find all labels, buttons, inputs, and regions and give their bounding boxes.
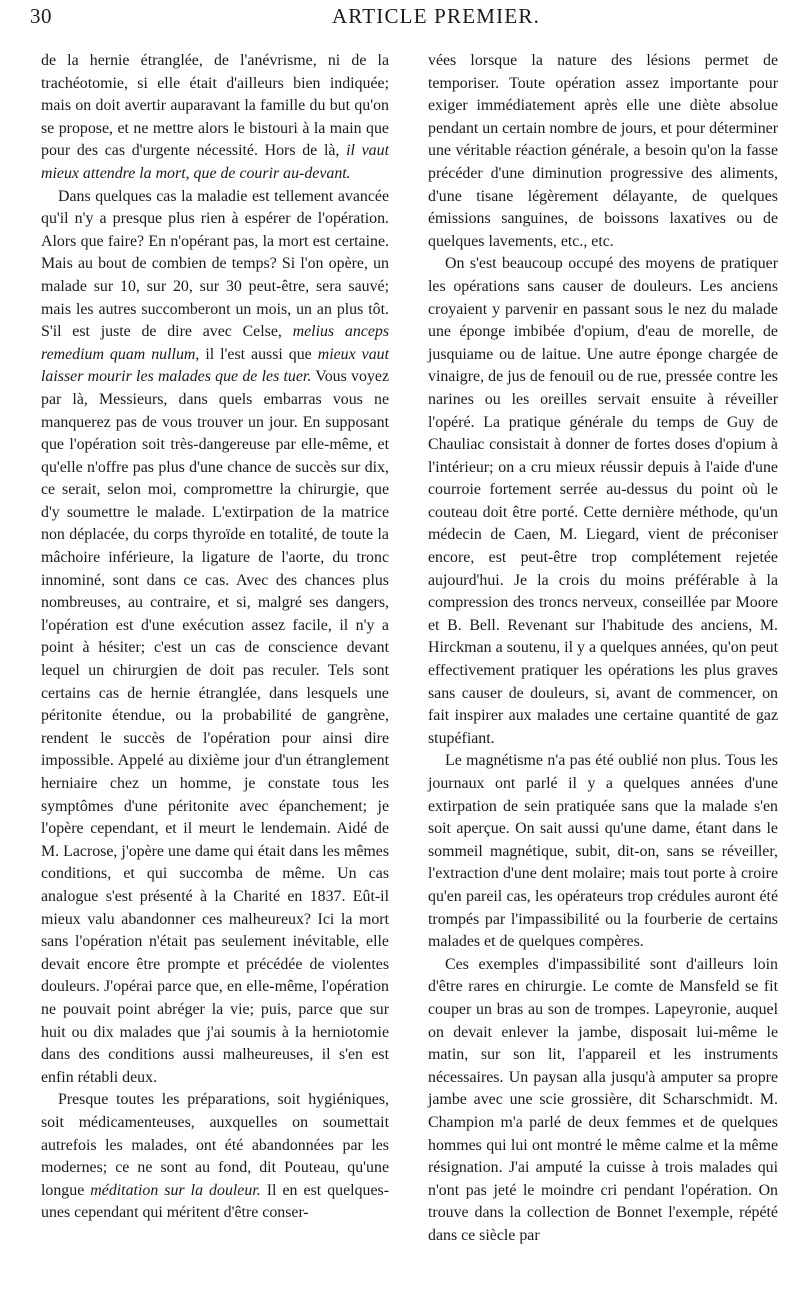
italic-phrase: il vaut mieux attendre la mort, que de courir au-devant. — [41, 142, 389, 182]
paragraph — [41, 186, 389, 1090]
paragraph — [41, 50, 389, 186]
italic-phrase: mieux vaut laisser mourir les malades que de les tuer. — [41, 345, 389, 386]
paragraph — [428, 954, 778, 1248]
text-run: Le magnétisme n'a pas été oublié non plus. Tous les journaux ont parlé il y a quelques années d'une extirpation de sein pratiquée sans que la malade s'en soit aperçue. On sait aussi qu'une dame, étant dans le sommeil magnétique, subit, dit-on, sans se réveiller, l'extraction d'une dent molaire; mais tout porte à croire qu'en pareil cas, les opérateurs trop crédules auront été trompés par l'impassibilité ou la fourberie de certains malades et de quelques compères. — [428, 752, 778, 951]
italic-phrase: méditation sur la douleur. — [90, 1181, 261, 1199]
page-header — [30, 4, 782, 34]
column-gutter — [411, 52, 412, 1302]
running-title: ARTICLE PREMIER. — [331, 4, 541, 28]
paragraph — [428, 253, 778, 750]
text-run: , il l'est aussi que — [195, 345, 318, 363]
text-run: Dans quelques cas la maladie est tellement avancée qu'il n'y a presque plus rien à espérer de l'opération. Alors que faire? En n'opérant pas, la mort est certaine. Mais au bout de combien de temps? Si l'on opère, un malade sur 10, sur 20, sur 30 peut-être, sera sauvé; mais les autres succomberont un mois, un an plus tôt. S'il est juste de dire avec Celse, — [41, 187, 389, 341]
paragraph — [428, 50, 778, 253]
text-run: vées lorsque la nature des lésions permet de temporiser. Toute opération assez importante pour exiger immédiatement après elle une diète absolue pendant un certain nombre de jours, et pour déterminer une véritable réaction générale, a besoin qu'on la fasse précéder d'une diminution progressive des aliments, d'une tisane légèrement délayante, de quelques émissions sanguines, de boissons laxatives ou de quelques lavements, etc., etc. — [428, 52, 778, 250]
text-run: Ces exemples d'impassibilité sont d'ailleurs loin d'être rares en chirurgie. Le comte de Mansfeld se fit couper un bras au son de trompes. Lapeyronie, auquel on devait enlever la jambe, disposait lui-même le matin, sur son lit, l'appareil et les instruments nécessaires. Un paysan alla jusqu'à amputer sa propre jambe avec une scie grossière, dit Scharschmidt. M. Champion m'a parlé de deux femmes et de quelques hommes qui lui ont montré le même calme et la même résignation. J'ai amputé la cuisse à trois malades qui n'ont pas jeté le moindre cri pendant l'opération. On trouve dans la collection de Bonnet l'exemple, répété dans ce siècle par — [428, 955, 778, 1244]
right-text-column — [428, 50, 778, 1247]
left-text-column — [41, 50, 389, 1225]
text-run: On s'est beaucoup occupé des moyens de pratiquer les opérations sans causer de douleurs. Les anciens croyaient y parvenir en passant sous le nez du malade une éponge imbibée d'opium, d'eau de morelle, de jusquiame ou de laitue. Une autre éponge chargée de vinaigre, de jus de fenouil ou de rue, pressée contre les narines ou les oreilles servait ensuite à réveiller l'opéré. La pratique générale du temps de Guy de Chauliac consistait à donner de fortes doses d'opium à l'intérieur; on a cru mieux réussir depuis à l'aide d'une courroie fortement serrée au-dessus du point où le couteau doit être porté. Cette dernière méthode, qu'un médecin de Caen, M. Liegard, vient de préconiser encore, est peut-être trop complétement rejetée aujourd'hui. Je la crois du moins préférable à la compression des troncs nerveux, conseillée par Moore et B. Bell. Revenant sur l'habitude des anciens, M. Hirckman a soutenu, il y a quelques années, qu'on peut effectivement pratiquer les opérations les plus graves sans causer de douleurs, si, avant de commencer, on fait inspirer aux malades une certaine quantité de gaz stupéfiant. — [428, 255, 778, 747]
paragraph — [428, 750, 778, 953]
text-run: Presque toutes les préparations, soit hygiéniques, soit médicamenteuses, auxquelles on soumettait autrefois les malades, ont été abandonnées par les modernes; ce ne sont au fond, dit Pouteau, qu'une longue — [41, 1091, 389, 1199]
italic-phrase: melius anceps remedium quam nullum — [41, 323, 390, 363]
text-run: de la hernie étranglée, de l'anévrisme, ni de la trachéotomie, si elle était d'ailleurs bien indiquée; mais on doit avertir auparavant la famille du but qu'on se propose, et ne mettre alors le bistouri à la main que pour des cas d'urgente nécessité. Hors de là, — [41, 52, 389, 160]
page-number: 30 — [30, 4, 52, 28]
text-run: Il en est quelques-unes cependant qui méritent d'être conser- — [41, 1181, 389, 1222]
paragraph — [41, 1089, 389, 1225]
text-run: Vous voyez par là, Messieurs, dans quels embarras vous ne manquerez pas de vous trouver un jour. En supposant que l'opération soit très-dangereuse par elle-même, et qu'elle n'offre pas plus d'une chance de succès sur dix, ce serait, selon moi, compromettre la chirurgie, que d'y soumettre le malade. L'extirpation de la matrice non déplacée, du corps thyroïde en totalité, de toute la mâchoire inférieure, la ligature de l'aorte, du tronc innominé, sont dans ce cas. Avec des chances plus nombreuses, au contraire, et si, malgré ses dangers, l'opération est d'une exécution assez facile, il n'y a point à hésiter; c'est un cas de conscience devant lequel un chirurgien de doit pas reculer. Tels sont certains cas de hernie étranglée, dans lesquels une péritonite étendue, ou la probabilité de gangrène, rendent le succès de l'opération pour ainsi dire impossible. Appelé au dixième jour d'un étranglement herniaire chez un homme, je constate tous les symptômes d'une péritonite avec épanchement; je l'opère cependant, et il meurt le lendemain. Aidé de M. Lacrose, j'opère une dame qui était dans les mêmes conditions, et qui succomba de même. Un cas analogue s'est présenté à la Charité en 1837. Eût-il mieux valu abandonner ces malheureux? Ici la mort sans l'opération n'était pas seulement inévitable, elle devait encore être prompte et précédée de violentes douleurs. J'opérai parce que, en elle-même, l'opération ne pouvait point abréger la vie; puis, parce que sur huit ou dix malades que j'ai soumis à la herniotomie dans des conditions aussi malheureuses, il s'en est enfin rétabli deux. — [41, 368, 389, 1086]
